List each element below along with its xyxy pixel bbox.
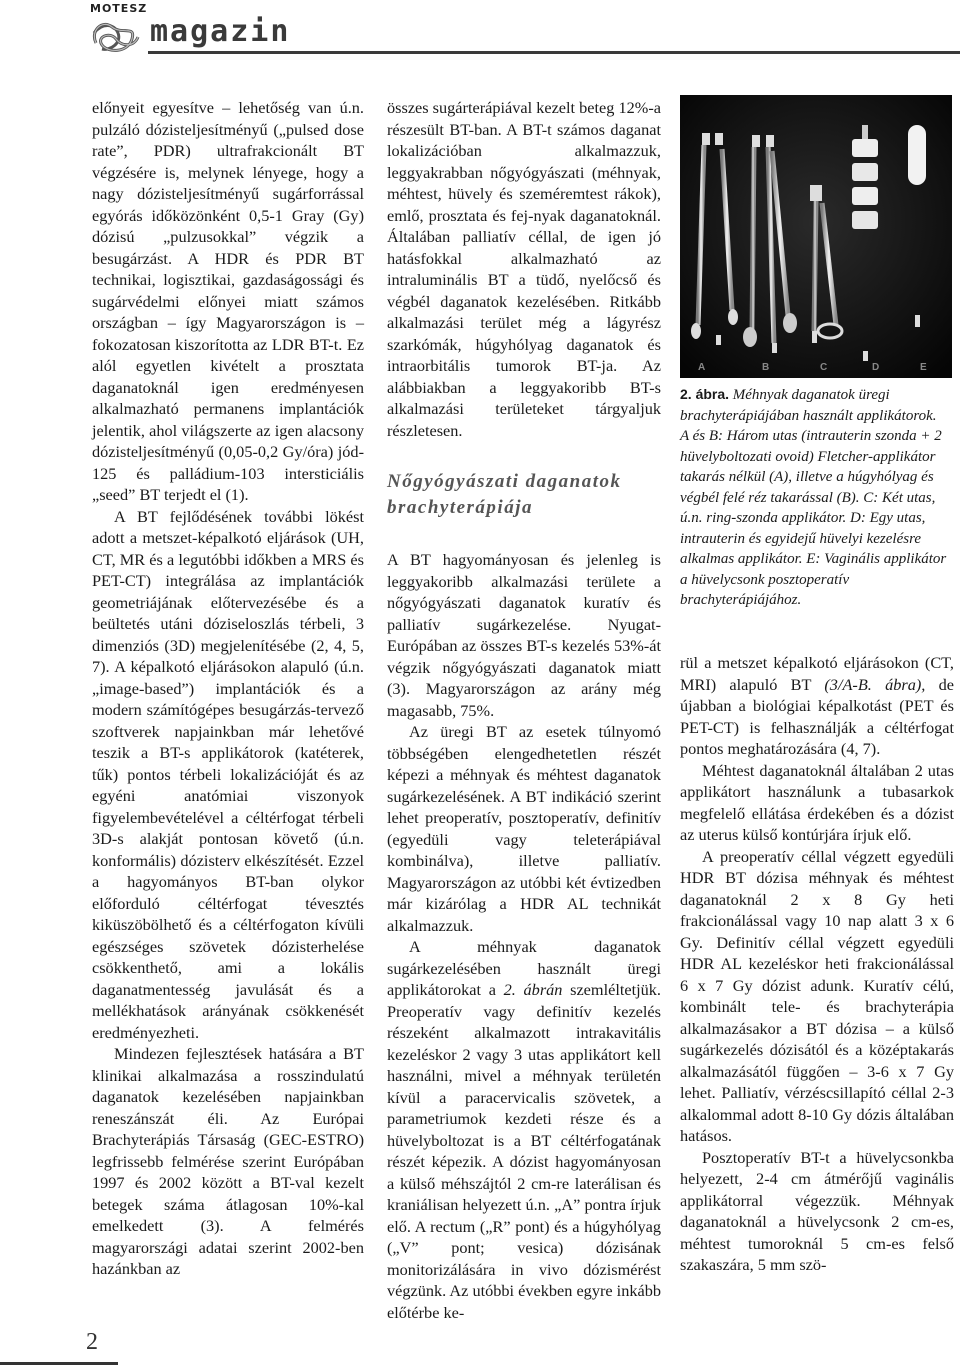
label-d: D <box>872 362 880 373</box>
magazine-logo-icon <box>88 13 142 59</box>
col3-paragraph-1-text-a: rül a metszet képalkotó eljárásokon (CT, MRI) alapuló BT <box>680 653 954 694</box>
footer-rule <box>0 1362 118 1365</box>
page-number: 2 <box>86 1329 98 1355</box>
col2-paragraph-4 <box>387 936 661 1323</box>
label-b: B <box>762 362 770 373</box>
applicator-illustration <box>680 95 952 378</box>
col3-paragraph-1-text-b: de újabban a biológiai képalkotást (PET és PET-CT) is felhasználják a céltérfogat pontos meghatározására (4, 7). <box>680 674 954 758</box>
col2-paragraph-4-text-b: szemléltetjük. Preoperatív vagy definitív kezelés részeként alkalmazott intrakavitális kezeléskor 2 vagy 3 utas applikátort kell használni, mivel a méhnyak területén kívül a paracervicalis szövetek, a parametriumok kezdeti része és a hüvelyboltozat is a BT céltérfogatának részét képezik. A dózist hagyományosan a külső méhszájtól 2 cm-re laterálisan és kraniálisan helyezett ú.n. „A” pontra írjuk elő. A rectum („R” pont) és a húgyhólyag („V” pont; vesica) dózisának monitorizálására in vivo dózismérést végzünk. Az utóbbi években egyre inkább előtérbe ke- <box>387 980 661 1322</box>
applicator-photo <box>680 95 952 378</box>
caption-title: 2. ábra. <box>680 386 730 402</box>
caption-body: A és B: Három utas (intrauterin szonda + 2 hüvelyboltozati ovoid) Fletcher-applikátor takarás nélkül (A), illetve a húgyhólyag és végbél felé réz takarással (B). C: Két utas, ú.n. ring-szonda applikátor. D: Egy utas, intrauterin és egyidejű hüvelyi kezelésre alkalmas applikátor. E: Vaginális applikátor a hüvelycsonk posztoperatív brachyterápiájához. <box>680 428 947 608</box>
figure-reference-3ab: (3/A-B. ábra), <box>824 674 926 694</box>
page-header <box>0 0 960 58</box>
caption-lead: Méhnyak daganatok üregi brachyterápiájában használt applikátorok. <box>680 387 937 424</box>
col2-paragraph-4-text-a: A méhnyak daganatok sugárkezelésében használt üregi applikátorokat a <box>387 937 661 999</box>
text-column-3 <box>680 652 954 1276</box>
col2-paragraph-3: Az üregi BT az esetek túlnyomó többségében elengedhetetlen részét képezi a méhnyak és méhtest daganatok sugárkezelésének. A BT indikáció szerint lehet preoperatív, posztoperatív, definitív (egyedüli vagy teleterápiával kombinálva), illetve palliatív. Magyarországon az utóbbi két évtizedben már kizárólag a HDR AL technikát alkalmazzuk. <box>387 722 661 935</box>
col3-paragraph-1 <box>680 652 954 760</box>
col3-paragraph-4: Posztoperatív BT-t a hüvelycsonkba helyezett, 2-4 cm átmérőjű vaginális applikátorral végezzük. Méhnyak daganatoknál a hüvelycsonk 2 cm-es, méhtest tumoroknál 5 cm-es felső szakaszára, 5 mm szö- <box>680 1147 954 1274</box>
col3-paragraph-2: Méhtest daganatoknál általában 2 utas applikátort használunk a tubasarkok megfelelő ellátása érdekében és a dózist az uterus külső kontúrjára írjuk elő. <box>680 760 954 844</box>
col2-paragraph-1: összes sugárterápiával kezelt beteg 12%-a részesült BT-ban. A BT-t számos daganat lokalizációban alkalmazzuk, leggyakrabban nőgyógyászati (méhnyak, méhtest, hüvely és szeméremtest rákok), emlő, prosztata és fej-nyak daganatoknál. Általában palliatív céllal, de igen jó hatásfokkal alkalmazható az intraluminális BT a tüdő, nyelőcső és végbél daganatok kezelésében. Ritkább alkalmazási terület még a lágyrész szarkómák, húgyhólyag daganatok és intraorbitális tumorok BT-ja. Az alábbiakban a leggyakoribb BT-s alkalmazási területeket tárgyaljuk részletesen. <box>387 98 661 440</box>
section-heading: Nőgyógyászati daganatok brachyterápiája <box>387 471 622 518</box>
col3-paragraph-3: A preoperatív céllal végzett egyedüli HDR BT dózisa méhnyak és méhtest daganatoknál 2 x 8 Gy heti frakcionálással vagy 10 nap alatt 3 x 6 Gy. Definitív céllal végzett egyedüli HDR AL kezeléskor heti frakcionálással 6 x 7 Gy dózist adunk. Kuratív célú, kombinált tele- és brachyterápia alkalmazásakor a BT dózisa – a külső sugárkezelés dózisától és a középtakarás alkalmazásától függően – 3-6 x 7 Gy lehet. Palliatív, vérzéscsillapító céllal 2-3 alkalommal adott 8-10 Gy dózis általában hatásos. <box>680 846 954 1145</box>
col1-paragraph-2: A BT fejlődésének további lökést adott a metszet-képalkotó eljárások (UH, CT, MR és a legutóbbi időkben a MRS és PET-CT) integrálása az implantációk geometriájának előtervezésébe és a beültetés utáni dóziseloszlás térbeli, 3 dimenziós (3D) megjelenítésébe (2, 4, 5, 7). A képalkotó eljárásokon alapuló (ú.n. „image-based”) implantációk és a modern számítógépes besugárzás-tervező szoftverek napjainkban már lehetővé teszik a BT-s applikátorok (katéterek, tűk) pontos térbeli lokalizációját és az egyéni anatómiai viszonyok figyelembevételével a céltérfogat térbeli 3D-s alakját pontosan követő (ú.n. konformális) dózisterv elkészítését. Ezzel a hagyományos BT-ban olykor előforduló céltérfogat tévesztés kiküszöbölhető és a céltérfogaton kívüli egészséges szövetek dózisterhelése csökkenthető, ami a lokális daganatmentesség javulását és a mellékhatások arányának csökkenését eredményezheti. <box>92 506 364 1042</box>
publisher-name: MOTESZ <box>90 2 148 15</box>
col1-paragraph-1: előnyeit egyesítve – lehetőség van ú.n. pulzáló dózisteljesítményű („pulsed dose rate”, PDR) ultrafrakcionált BT végzésére is, melynek lényege, hogy a nagy dózisteljesítményű sugárforrással egyórás időközönként 0,5-1 Gray (Gy) dózisú „pulzusokkal” végzik a besugárzást. A HDR és PDR BT technikai, logisztikai, gazdaságossági és sugárvédelmi előnyei miatt számos országban – így Magyarországon is – fokozatosan kiszorította az LDR BT-t. Ez alól egyetlen kivételt a prosztata daganatoknál igen eredményesen alkalmazható permanens implantációk jelentik, ahol világszerte az igen alacsony dózisteljesítményű (0,05-0,2 Gy/óra) jód-125 és palládium-103 intersticiális „seed” BT terjedt el (1). <box>92 98 364 504</box>
text-column-1 <box>92 97 364 1280</box>
magazine-title: magazin <box>150 14 291 49</box>
header-rule <box>148 51 960 54</box>
col2-paragraph-2: A BT hagyományosan és jelenleg is leggyakoribb alkalmazási területe a nőgyógyászati daganatok kuratív és palliatív sugárkezelése. Nyugat-Európában az összes BT-s kezelés 53%-át végzik nőgyógyászati daganatok miatt (3). Magyarországon az arány még magasabb, 75%. <box>387 550 661 720</box>
label-e: E <box>920 362 927 373</box>
figure-caption <box>680 384 954 611</box>
label-a: A <box>698 362 706 373</box>
label-c: C <box>820 362 828 373</box>
figure-reference: 2. ábrán <box>503 980 563 999</box>
col1-paragraph-3: Mindezen fejlesztések hatására a BT klinikai alkalmazása a rosszindulatú daganatok kezelésében napjainkban reneszánszát éli. Az Európai Brachyterápiás Társaság (GEC-ESTRO) legfrissebb felmérése szerint Európában 1997 és 2002 között a BT-val kezelt betegek száma átlagosan 10%-kal emelkedett (3). A felmérés magyarországi adatai szerint 2002-ben hazánkban az <box>92 1044 364 1278</box>
text-column-2 <box>387 97 661 1323</box>
